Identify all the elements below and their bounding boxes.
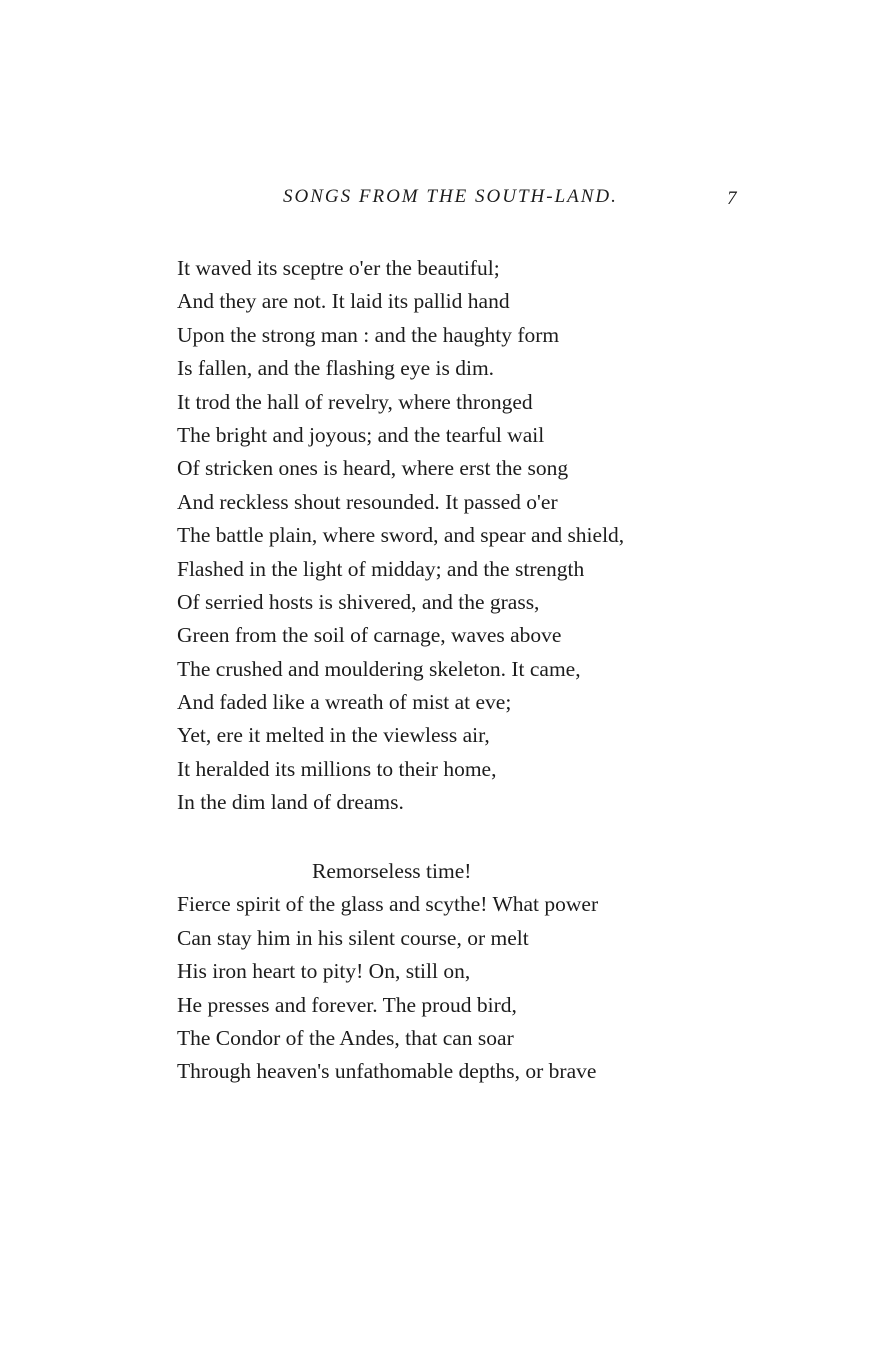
poem-line: The Condor of the Andes, that can soar	[177, 1025, 514, 1050]
poem-line: Yet, ere it melted in the viewless air,	[177, 723, 490, 748]
poem-stanza-2	[177, 855, 857, 1089]
poem-line: It trod the hall of revelry, where thronged	[177, 389, 533, 414]
poem-line: It heralded its millions to their home,	[177, 756, 497, 781]
poem-line: Flashed in the light of midday; and the strength	[177, 556, 585, 581]
poem-line: Remorseless time!	[312, 859, 472, 883]
poem-line: The battle plain, where sword, and spear and shield,	[177, 523, 625, 548]
poem-line: Upon the strong man : and the haughty form	[177, 322, 560, 347]
poem-line: And they are not. It laid its pallid hand	[177, 289, 510, 314]
poem-line: Of serried hosts is shivered, and the grass,	[177, 589, 540, 614]
poem-line: The crushed and mouldering skeleton. It came,	[177, 656, 581, 681]
page-number: 7	[727, 188, 737, 209]
poem-line: He presses and forever. The proud bird,	[177, 992, 517, 1017]
poem-line: Of stricken ones is heard, where erst the song	[177, 456, 569, 481]
poem-line: Green from the soil of carnage, waves above	[177, 623, 562, 648]
running-title: SONGS FROM THE SOUTH-LAND.	[283, 186, 618, 207]
poem-line: His iron heart to pity! On, still on,	[177, 959, 471, 984]
poem-line: The bright and joyous; and the tearful wail	[177, 422, 545, 447]
poem-stanza-1	[177, 252, 857, 820]
poem-line: Can stay him in his silent course, or melt	[177, 925, 529, 950]
poem-line: Fierce spirit of the glass and scythe! What power	[177, 892, 599, 917]
poem-line: And reckless shout resounded. It passed o'er	[177, 489, 558, 514]
poem-line: It waved its sceptre o'er the beautiful;	[177, 256, 500, 280]
poem-line: Is fallen, and the flashing eye is dim.	[177, 356, 495, 381]
poem-line: And faded like a wreath of mist at eve;	[177, 690, 512, 715]
poem-line: Through heaven's unfathomable depths, or brave	[177, 1059, 597, 1084]
poem-line: In the dim land of dreams.	[177, 790, 404, 815]
